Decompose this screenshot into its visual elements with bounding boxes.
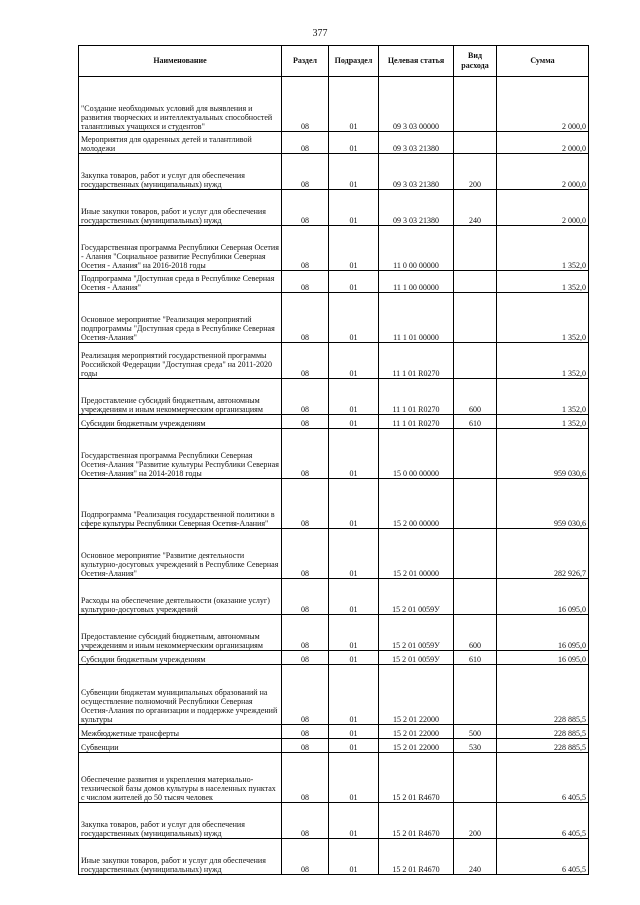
row-name-cell: Расходы на обеспечение деятельности (оказание услуг) культурно-досуговых учреждений xyxy=(79,579,282,615)
table-row xyxy=(79,379,589,415)
table-row xyxy=(79,651,589,665)
row-target-cell: 09 3 03 00000 xyxy=(379,77,454,132)
row-subsection-cell: 01 xyxy=(329,154,379,190)
row-target-cell: 09 3 03 21380 xyxy=(379,154,454,190)
row-section-cell: 08 xyxy=(282,665,329,725)
row-expense-type-cell: 500 xyxy=(454,725,497,739)
row-subsection-cell: 01 xyxy=(329,615,379,651)
row-subsection-cell: 01 xyxy=(329,739,379,753)
row-target-cell: 15 2 01 22000 xyxy=(379,739,454,753)
row-section-cell: 08 xyxy=(282,753,329,803)
row-name-cell: Реализация мероприятий государственной программы Российской Федерации "Доступная среда" на 2011-2020 годы xyxy=(79,343,282,379)
row-subsection-cell: 01 xyxy=(329,429,379,479)
row-target-cell: 15 2 00 00000 xyxy=(379,479,454,529)
table-row xyxy=(79,725,589,739)
row-subsection-cell: 01 xyxy=(329,725,379,739)
row-section-cell: 08 xyxy=(282,293,329,343)
row-subsection-cell: 01 xyxy=(329,226,379,271)
row-name-cell: Предоставление субсидий бюджетным, автономным учреждениям и иным некоммерческим организациям xyxy=(79,615,282,651)
row-amount-cell: 1 352,0 xyxy=(497,293,589,343)
row-subsection-cell: 01 xyxy=(329,529,379,579)
row-section-cell: 08 xyxy=(282,154,329,190)
table-row xyxy=(79,293,589,343)
row-amount-cell: 16 095,0 xyxy=(497,651,589,665)
table-row xyxy=(79,77,589,132)
row-section-cell: 08 xyxy=(282,739,329,753)
table-body xyxy=(79,77,589,875)
row-amount-cell: 228 885,5 xyxy=(497,725,589,739)
row-target-cell: 15 2 01 R4670 xyxy=(379,803,454,839)
row-expense-type-cell: 600 xyxy=(454,615,497,651)
row-name-cell: Подпрограмма "Доступная среда в Республике Северная Осетия - Алания" xyxy=(79,271,282,293)
row-subsection-cell: 01 xyxy=(329,803,379,839)
row-amount-cell: 6 405,5 xyxy=(497,753,589,803)
row-target-cell: 15 2 01 R4670 xyxy=(379,839,454,875)
row-target-cell: 15 2 01 22000 xyxy=(379,725,454,739)
table-row xyxy=(79,739,589,753)
row-section-cell: 08 xyxy=(282,839,329,875)
row-name-cell: Подпрограмма "Реализация государственной политики в сфере культуры Республики Северная Осетия-Алания" xyxy=(79,479,282,529)
row-subsection-cell: 01 xyxy=(329,665,379,725)
row-section-cell: 08 xyxy=(282,379,329,415)
row-expense-type-cell xyxy=(454,579,497,615)
header-subsection: Подраздел xyxy=(329,46,379,77)
row-section-cell: 08 xyxy=(282,226,329,271)
row-section-cell: 08 xyxy=(282,429,329,479)
row-section-cell: 08 xyxy=(282,190,329,226)
budget-table xyxy=(78,45,589,875)
header-expense-type: Вид расхода xyxy=(454,46,497,77)
row-expense-type-cell: 200 xyxy=(454,803,497,839)
row-expense-type-cell xyxy=(454,429,497,479)
table-row xyxy=(79,429,589,479)
header-name: Наименование xyxy=(79,46,282,77)
table-row xyxy=(79,839,589,875)
row-amount-cell: 1 352,0 xyxy=(497,271,589,293)
row-name-cell: Закупка товаров, работ и услуг для обеспечения государственных (муниципальных) нужд xyxy=(79,803,282,839)
row-section-cell: 08 xyxy=(282,415,329,429)
table-row xyxy=(79,579,589,615)
row-name-cell: Государственная программа Республики Северная Осетия-Алания "Развитие культуры Республики Северная Осетия-Алания" на 2014-2018 годы xyxy=(79,429,282,479)
row-name-cell: Основное мероприятие "Реализация мероприятий подпрограммы "Доступная среда в Республике Северная Осетия-Алания" xyxy=(79,293,282,343)
row-expense-type-cell xyxy=(454,343,497,379)
row-section-cell: 08 xyxy=(282,529,329,579)
table-row xyxy=(79,190,589,226)
row-amount-cell: 2 000,0 xyxy=(497,190,589,226)
row-expense-type-cell: 240 xyxy=(454,190,497,226)
row-subsection-cell: 01 xyxy=(329,293,379,343)
row-expense-type-cell: 610 xyxy=(454,651,497,665)
row-target-cell: 15 0 00 00000 xyxy=(379,429,454,479)
row-target-cell: 09 3 03 21380 xyxy=(379,132,454,154)
row-amount-cell: 6 405,5 xyxy=(497,839,589,875)
row-target-cell: 15 2 01 R4670 xyxy=(379,753,454,803)
table-row xyxy=(79,753,589,803)
row-name-cell: Предоставление субсидий бюджетным, автономным учреждениям и иным некоммерческим организациям xyxy=(79,379,282,415)
row-subsection-cell: 01 xyxy=(329,651,379,665)
row-name-cell: Субвенции xyxy=(79,739,282,753)
row-amount-cell: 16 095,0 xyxy=(497,579,589,615)
row-section-cell: 08 xyxy=(282,615,329,651)
row-name-cell: Государственная программа Республики Северная Осетия - Алания "Социальное развитие Республики Северная Осетия - Алания" на 2016-2018 годы xyxy=(79,226,282,271)
row-subsection-cell: 01 xyxy=(329,579,379,615)
header-section: Раздел xyxy=(282,46,329,77)
row-amount-cell: 282 926,7 xyxy=(497,529,589,579)
row-section-cell: 08 xyxy=(282,132,329,154)
row-section-cell: 08 xyxy=(282,651,329,665)
row-target-cell: 11 1 01 R0270 xyxy=(379,379,454,415)
row-name-cell: Основное мероприятие "Развитие деятельности культурно-досуговых учреждений в Республике Северная Осетия-Алания" xyxy=(79,529,282,579)
row-amount-cell: 1 352,0 xyxy=(497,415,589,429)
table-row xyxy=(79,343,589,379)
row-amount-cell: 1 352,0 xyxy=(497,226,589,271)
row-expense-type-cell xyxy=(454,665,497,725)
row-target-cell: 11 1 01 R0270 xyxy=(379,343,454,379)
row-amount-cell: 959 030,6 xyxy=(497,429,589,479)
header-amount: Сумма xyxy=(497,46,589,77)
row-subsection-cell: 01 xyxy=(329,271,379,293)
row-expense-type-cell xyxy=(454,293,497,343)
row-name-cell: "Создание необходимых условий для выявления и развития творческих и интеллектуальных способностей талантливых учащихся и студентов" xyxy=(79,77,282,132)
row-subsection-cell: 01 xyxy=(329,479,379,529)
row-amount-cell: 2 000,0 xyxy=(497,132,589,154)
row-expense-type-cell xyxy=(454,226,497,271)
row-target-cell: 11 1 01 00000 xyxy=(379,293,454,343)
header-row xyxy=(79,46,589,77)
table-row xyxy=(79,132,589,154)
row-subsection-cell: 01 xyxy=(329,77,379,132)
row-amount-cell: 6 405,5 xyxy=(497,803,589,839)
row-expense-type-cell xyxy=(454,529,497,579)
row-name-cell: Межбюджетные трансферты xyxy=(79,725,282,739)
row-amount-cell: 16 095,0 xyxy=(497,615,589,651)
row-target-cell: 15 2 01 22000 xyxy=(379,665,454,725)
table-row xyxy=(79,529,589,579)
table-row xyxy=(79,271,589,293)
row-expense-type-cell xyxy=(454,132,497,154)
row-target-cell: 15 2 01 0059У xyxy=(379,579,454,615)
row-subsection-cell: 01 xyxy=(329,415,379,429)
row-subsection-cell: 01 xyxy=(329,753,379,803)
row-section-cell: 08 xyxy=(282,579,329,615)
row-amount-cell: 1 352,0 xyxy=(497,379,589,415)
row-section-cell: 08 xyxy=(282,725,329,739)
row-amount-cell: 228 885,5 xyxy=(497,739,589,753)
row-name-cell: Иные закупки товаров, работ и услуг для обеспечения государственных (муниципальных) нужд xyxy=(79,839,282,875)
row-name-cell: Субсидии бюджетным учреждениям xyxy=(79,651,282,665)
row-subsection-cell: 01 xyxy=(329,839,379,875)
row-target-cell: 15 2 01 0059У xyxy=(379,615,454,651)
row-target-cell: 15 2 01 0059У xyxy=(379,651,454,665)
row-name-cell: Обеспечение развития и укрепления материально-технической базы домов культуры в населенных пунктах с числом жителей до 50 тысяч человек xyxy=(79,753,282,803)
row-subsection-cell: 01 xyxy=(329,132,379,154)
row-subsection-cell: 01 xyxy=(329,343,379,379)
row-target-cell: 11 1 01 R0270 xyxy=(379,415,454,429)
row-amount-cell: 2 000,0 xyxy=(497,77,589,132)
row-target-cell: 11 1 00 00000 xyxy=(379,271,454,293)
row-amount-cell: 228 885,5 xyxy=(497,665,589,725)
table-row xyxy=(79,226,589,271)
row-name-cell: Иные закупки товаров, работ и услуг для обеспечения государственных (муниципальных) нужд xyxy=(79,190,282,226)
row-amount-cell: 2 000,0 xyxy=(497,154,589,190)
row-name-cell: Закупка товаров, работ и услуг для обеспечения государственных (муниципальных) нужд xyxy=(79,154,282,190)
row-section-cell: 08 xyxy=(282,479,329,529)
row-name-cell: Мероприятия для одаренных детей и талантливой молодежи xyxy=(79,132,282,154)
table-row xyxy=(79,479,589,529)
row-expense-type-cell: 610 xyxy=(454,415,497,429)
row-amount-cell: 1 352,0 xyxy=(497,343,589,379)
header-target: Целевая статья xyxy=(379,46,454,77)
table-row xyxy=(79,665,589,725)
table-row xyxy=(79,415,589,429)
row-target-cell: 15 2 01 00000 xyxy=(379,529,454,579)
row-subsection-cell: 01 xyxy=(329,190,379,226)
row-target-cell: 11 0 00 00000 xyxy=(379,226,454,271)
table-row xyxy=(79,615,589,651)
table-row xyxy=(79,154,589,190)
row-name-cell: Субсидии бюджетным учреждениям xyxy=(79,415,282,429)
page-number: 377 xyxy=(312,28,328,39)
row-section-cell: 08 xyxy=(282,271,329,293)
row-amount-cell: 959 030,6 xyxy=(497,479,589,529)
row-expense-type-cell: 200 xyxy=(454,154,497,190)
row-subsection-cell: 01 xyxy=(329,379,379,415)
table-row xyxy=(79,803,589,839)
row-expense-type-cell xyxy=(454,77,497,132)
row-target-cell: 09 3 03 21380 xyxy=(379,190,454,226)
row-expense-type-cell: 600 xyxy=(454,379,497,415)
row-expense-type-cell xyxy=(454,271,497,293)
row-expense-type-cell: 240 xyxy=(454,839,497,875)
row-section-cell: 08 xyxy=(282,803,329,839)
row-section-cell: 08 xyxy=(282,343,329,379)
row-section-cell: 08 xyxy=(282,77,329,132)
row-expense-type-cell xyxy=(454,753,497,803)
row-expense-type-cell xyxy=(454,479,497,529)
row-expense-type-cell: 530 xyxy=(454,739,497,753)
row-name-cell: Субвенции бюджетам муниципальных образований на осуществление полномочий Республики Северная Осетия-Алания по организации и поддержке учреждений культуры xyxy=(79,665,282,725)
